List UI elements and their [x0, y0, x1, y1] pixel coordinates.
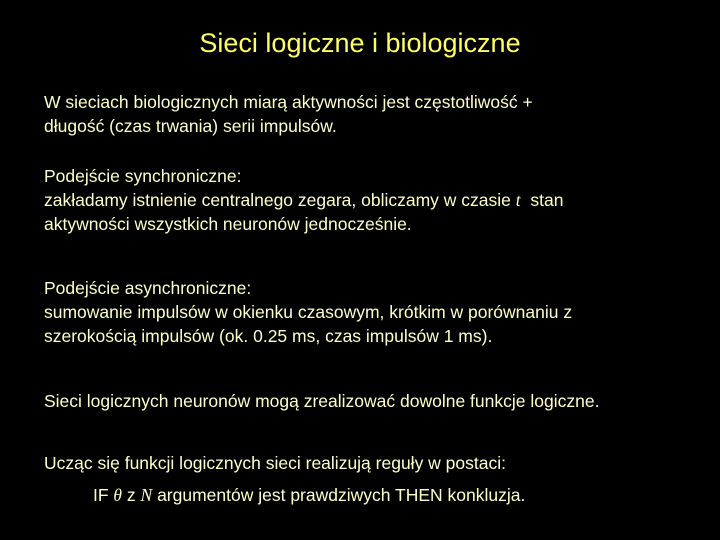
- paragraph-line: W sieciach biologicznych miarą aktywności jest częstotliwość +: [44, 92, 533, 112]
- paragraph-activity-measure: [44, 90, 704, 138]
- paragraph-line: [44, 188, 704, 212]
- rule-rest: argumentów jest prawdziwych THEN konkluzja.: [152, 485, 526, 505]
- rule-if: IF: [93, 485, 114, 505]
- paragraph-heading: Podejście asynchroniczne:: [44, 278, 252, 298]
- slide-title: Sieci logiczne i biologiczne: [199, 28, 521, 58]
- paragraph-line: Ucząc się funkcji logicznych sieci realizują reguły w postaci:: [44, 453, 506, 473]
- variable-n: N: [140, 485, 153, 505]
- text-fragment: stan: [520, 190, 564, 210]
- paragraph-logic-functions: [44, 389, 704, 413]
- rule-z: z: [122, 485, 141, 505]
- paragraph-heading: Podejście synchroniczne:: [44, 166, 242, 186]
- paragraph-line: sumowanie impulsów w okienku czasowym, krótkim w porównaniu z: [44, 302, 573, 322]
- paragraph-line: aktywności wszystkich neuronów jednocześnie.: [44, 214, 412, 234]
- paragraph-line: Sieci logicznych neuronów mogą zrealizować dowolne funkcje logiczne.: [44, 391, 600, 411]
- variable-t: t: [515, 190, 521, 210]
- paragraph-line: długość (czas trwania) serii impulsów.: [44, 116, 337, 136]
- paragraph-synchronous: [44, 164, 704, 236]
- paragraph-asynchronous: [44, 276, 704, 348]
- theta-symbol: θ: [113, 485, 123, 505]
- paragraph-line: szerokością impulsów (ok. 0.25 ms, czas impulsów 1 ms).: [44, 326, 493, 346]
- rule-formula: [93, 483, 525, 507]
- text-fragment: zakładamy istnienie centralnego zegara, obliczamy w czasie: [44, 190, 516, 210]
- paragraph-learning-rules: [44, 451, 704, 475]
